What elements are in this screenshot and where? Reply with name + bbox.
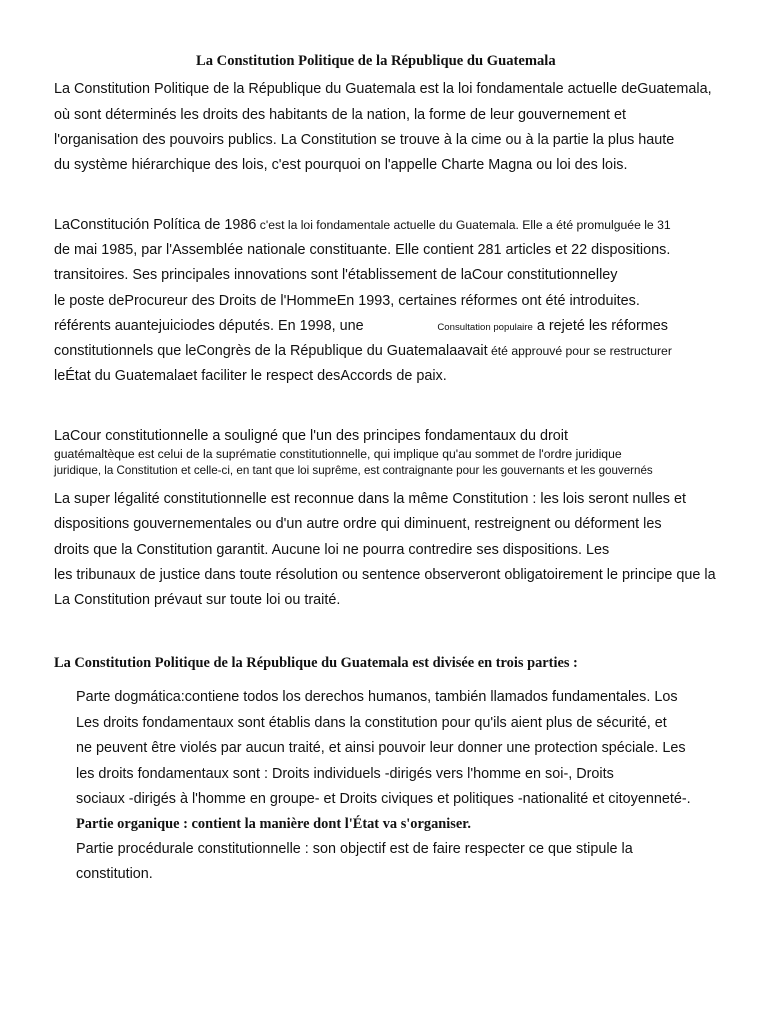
supremacy-line: juridique, la Constitution et celle-ci, en tant que loi suprême, est contraignante pour les gouvernants et les gouvernés [54,464,653,477]
organic-part: Partie organique : contient la manière dont l'État va s'organiser. [76,816,471,832]
history-line-part: LaConstitución Política de 1986 [54,217,257,233]
history-line-part: a rejeté les réformes [532,318,668,334]
history-line [54,317,668,337]
intro-line: du système hiérarchique des lois, c'est pourquoi on l'appelle Charte Magna ou loi des lois. [54,157,628,173]
dogmatic-line: sociaux -dirigés à l'homme en groupe- et Droits civiques et politiques -nationalité et citoyenneté-. [76,791,691,807]
supremacy-line: dispositions gouvernementales ou d'un autre ordre qui diminuent, restreignent ou déforment les [54,516,662,532]
history-line-part: constitutionnels que leCongrès de la République du Guatemalaavait [54,343,488,359]
history-line: leÉtat du Guatemalaet faciliter le respect desAccords de paix. [54,368,447,384]
supremacy-line: LaCour constitutionnelle a souligné que l'un des principes fondamentaux du droit [54,428,568,444]
supremacy-line: guatémaltèque est celui de la suprématie constitutionnelle, qui implique qu'au sommet de l'ordre juridique [54,447,622,461]
history-line: transitoires. Ses principales innovations sont l'établissement de laCour constitutionnelley [54,267,618,283]
supremacy-line: droits que la Constitution garantit. Aucune loi ne pourra contredire ses dispositions. Les [54,542,610,558]
intro-line: où sont déterminés les droits des habitants de la nation, la forme de leur gouvernement et [54,107,626,123]
history-line: le poste deProcureur des Droits de l'HommeEn 1993, certaines réformes ont été introduites. [54,293,640,309]
history-line [54,342,672,360]
intro-line: l'organisation des pouvoirs publics. La Constitution se trouve à la cime ou à la partie la plus haute [54,132,675,148]
dogmatic-line: Parte dogmática:contiene todos los derechos humanos, también llamados fundamentales. Los [76,689,678,705]
history-line-part: été approuvé pour se restructurer [487,344,672,358]
dogmatic-line: les droits fondamentaux sont : Droits individuels -dirigés vers l'homme en soi-, Droits [76,766,614,782]
history-line-part: référents auantejuiciodes députés. En 1998, une [54,318,364,334]
dogmatic-line: ne peuvent être violés par aucun traité, et ainsi pouvoir leur donner une protection spéciale. Les [76,740,686,756]
document-title: La Constitution Politique de la République du Guatemala [196,53,556,69]
supremacy-line: La super légalité constitutionnelle est reconnue dans la même Constitution : les lois seront nulles et [54,491,686,507]
dogmatic-line: Les droits fondamentaux sont établis dans la constitution pour qu'ils aient plus de sécurité, et [76,715,667,731]
procedural-line: constitution. [76,866,153,882]
parts-heading: La Constitution Politique de la République du Guatemala est divisée en trois parties : [54,655,578,671]
supremacy-line: La Constitution prévaut sur toute loi ou traité. [54,592,341,608]
history-line [54,216,671,234]
intro-line: La Constitution Politique de la République du Guatemala est la loi fondamentale actuelle deGuatemala, [54,81,712,97]
history-line-part: Consultation populaire [437,322,533,333]
supremacy-line: les tribunaux de justice dans toute résolution ou sentence observeront obligatoirement le principe que la [54,567,716,583]
history-line: de mai 1985, par l'Assemblée nationale constituante. Elle contient 281 articles et 22 dispositions. [54,242,671,258]
history-line-part: c'est la loi fondamentale actuelle du Guatemala. Elle a été promulguée le 31 [256,218,671,232]
procedural-line: Partie procédurale constitutionnelle : son objectif est de faire respecter ce que stipule la [76,841,633,857]
